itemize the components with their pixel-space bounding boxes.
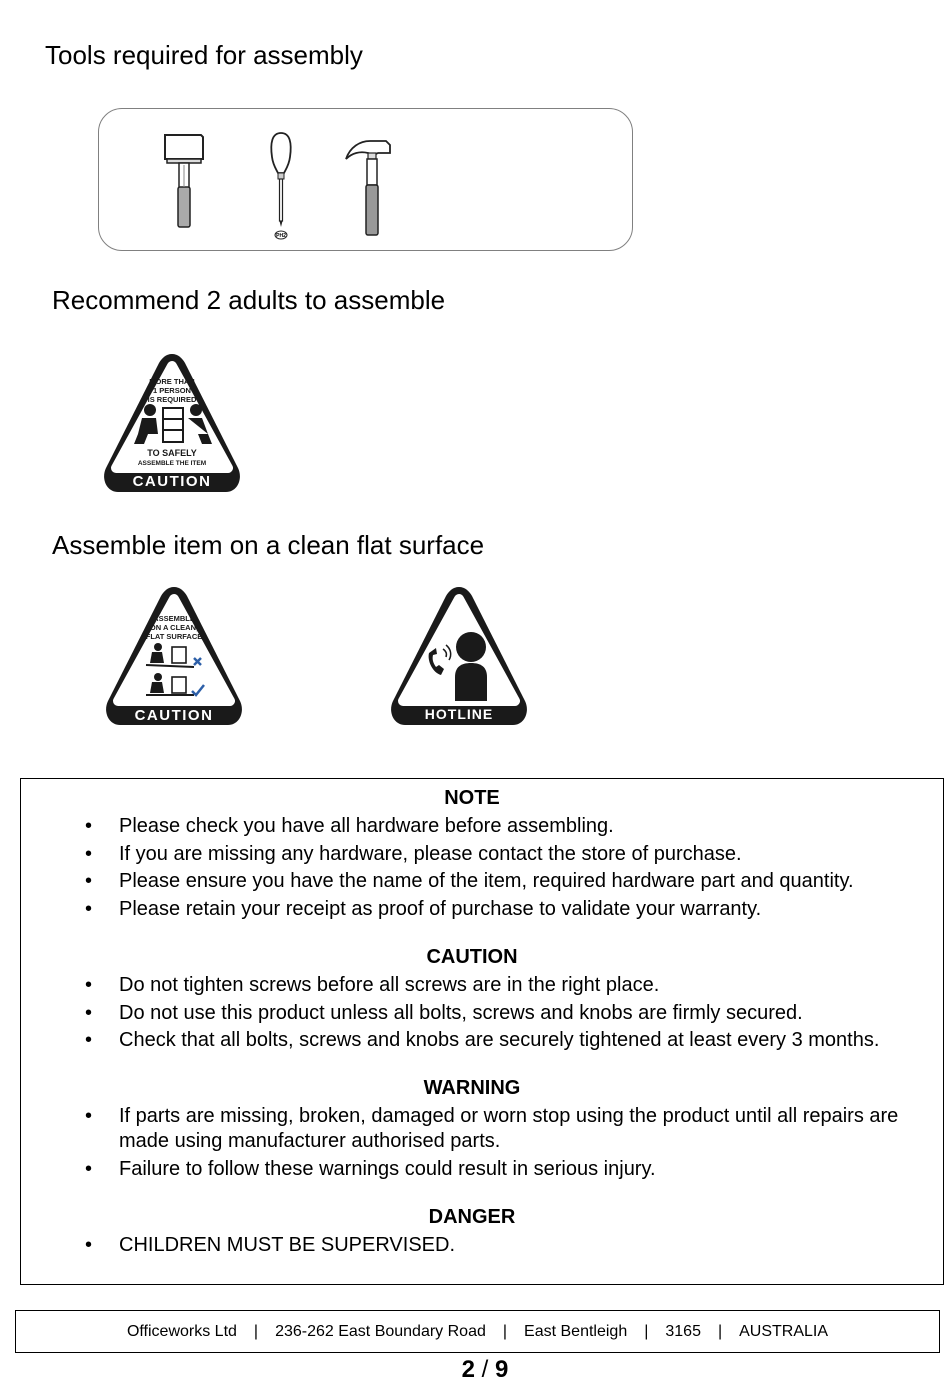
sign-line: ON A CLEAN, bbox=[149, 623, 199, 632]
list-item: • Please check you have all hardware before assembling. bbox=[85, 814, 935, 839]
list-item: • Failure to follow these warnings could result in serious injury. bbox=[85, 1157, 935, 1182]
sign-line: TO SAFELY bbox=[147, 448, 197, 458]
danger-list bbox=[85, 1233, 935, 1261]
caution-banner-text: CAUTION bbox=[132, 473, 212, 490]
footer-address-bar bbox=[15, 1310, 940, 1353]
list-item: • Check that all bolts, screws and knobs are securely tightened at least every 3 months. bbox=[85, 1028, 935, 1053]
screwdriver-tip-label: PH2 bbox=[276, 233, 286, 239]
footer-address: 236-262 East Boundary Road bbox=[275, 1322, 486, 1340]
page-total: 9 bbox=[495, 1356, 509, 1383]
page-number bbox=[0, 1356, 950, 1384]
two-adults-caution-sign bbox=[100, 350, 244, 494]
page-divider: / bbox=[481, 1356, 489, 1383]
list-item: • CHILDREN MUST BE SUPERVISED. bbox=[85, 1233, 935, 1258]
two-people-icon bbox=[134, 404, 212, 444]
footer-suburb: East Bentleigh bbox=[524, 1322, 628, 1340]
page-current: 2 bbox=[461, 1356, 475, 1383]
footer-separator: | bbox=[644, 1322, 649, 1340]
danger-title: DANGER bbox=[428, 1206, 516, 1228]
warning-list bbox=[85, 1104, 935, 1184]
hotline-banner-text: HOTLINE bbox=[424, 706, 494, 722]
caution-list bbox=[85, 973, 935, 1056]
flat-surface-caution-sign bbox=[102, 583, 246, 727]
sign-line: ASSEMBLE THE ITEM bbox=[137, 460, 207, 467]
list-item: • Please retain your receipt as proof of purchase to validate your warranty. bbox=[85, 897, 935, 922]
sign-line: 1 PERSON bbox=[153, 386, 191, 395]
tools-panel bbox=[98, 108, 633, 251]
sign-line: ASSEMBLE bbox=[153, 614, 195, 623]
note-title: NOTE bbox=[444, 787, 500, 809]
footer-company: Officeworks Ltd bbox=[126, 1322, 237, 1340]
warning-title: WARNING bbox=[423, 1077, 521, 1099]
caution-title: CAUTION bbox=[426, 946, 518, 968]
note-list bbox=[85, 814, 935, 924]
hotline-sign bbox=[387, 583, 531, 727]
rubber-mallet-icon bbox=[159, 131, 209, 231]
list-item: • If parts are missing, broken, damaged or worn stop using the product until all repairs are made using manufacturer authorised parts. bbox=[85, 1104, 935, 1154]
caution-banner-text: CAUTION bbox=[134, 707, 214, 724]
footer-country: AUSTRALIA bbox=[739, 1322, 829, 1340]
claw-hammer-icon bbox=[342, 137, 394, 239]
list-item: • Do not tighten screws before all screws are in the right place. bbox=[85, 973, 935, 998]
footer-postcode: 3165 bbox=[665, 1322, 701, 1340]
surface-heading: Assemble item on a clean flat surface bbox=[52, 530, 485, 560]
footer-separator: | bbox=[253, 1322, 259, 1340]
list-item: • Please ensure you have the name of the item, required hardware part and quantity. bbox=[85, 869, 935, 894]
tools-heading: Tools required for assembly bbox=[45, 40, 363, 70]
adults-heading: Recommend 2 adults to assemble bbox=[52, 285, 446, 315]
footer-separator: | bbox=[502, 1322, 508, 1340]
sign-line: MORE THAN bbox=[149, 377, 195, 386]
person-icon bbox=[455, 632, 487, 701]
sign-line: FLAT SURFACE bbox=[145, 632, 203, 641]
list-item: • If you are missing any hardware, please contact the store of purchase. bbox=[85, 842, 935, 867]
list-item: • Do not use this product unless all bolts, screws and knobs are firmly secured. bbox=[85, 1001, 935, 1026]
phillips-screwdriver-icon bbox=[266, 131, 296, 241]
sign-line: IS REQUIRED bbox=[147, 395, 197, 404]
footer-separator: | bbox=[717, 1322, 723, 1340]
